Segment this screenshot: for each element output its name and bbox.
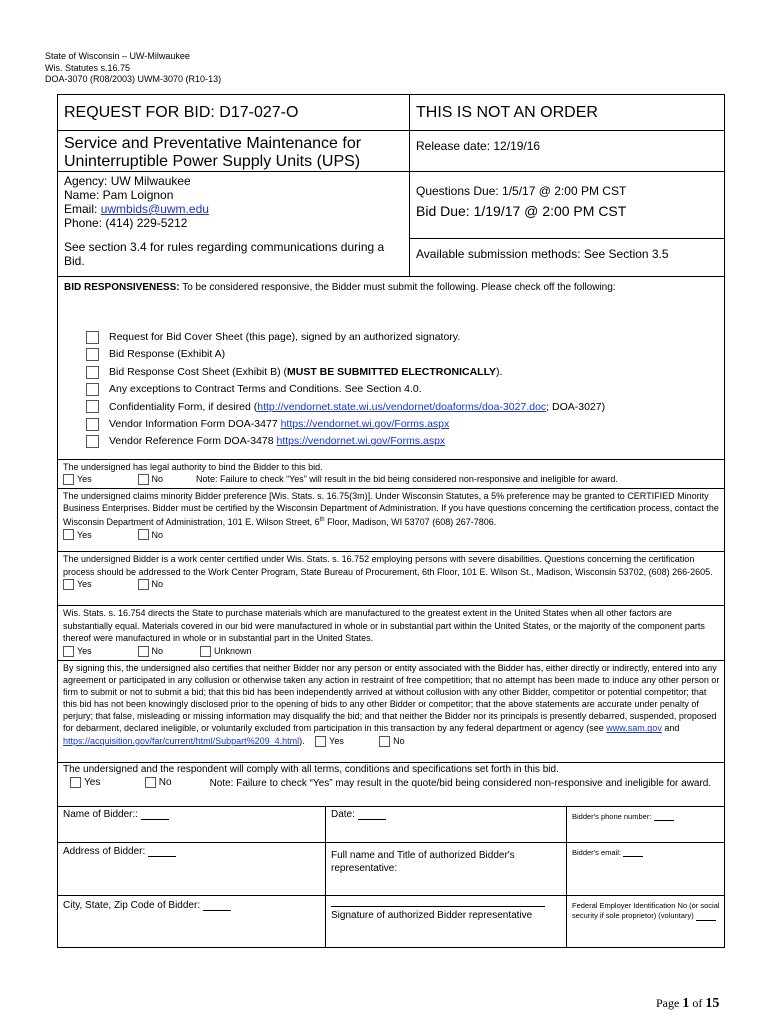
not-order-cell <box>410 95 725 131</box>
responsiveness-intro <box>58 277 724 293</box>
minority-no-checkbox[interactable] <box>138 529 149 540</box>
responsiveness-cell <box>58 277 725 460</box>
date-cell[interactable]: Date: <box>326 807 567 843</box>
checkbox[interactable] <box>86 400 99 413</box>
minority-yes-checkbox[interactable] <box>63 529 74 540</box>
checklist-item-cover-sheet: Request for Bid Cover Sheet (this page), signed by an authorized signatory. <box>86 329 724 346</box>
sam-gov-link[interactable]: www.sam.gov <box>606 723 662 734</box>
contact-email-link[interactable]: uwmbids@uwm.edu <box>100 202 209 216</box>
rfb-cell <box>58 95 410 131</box>
signature-label: Signature of authorized Bidder representative <box>331 910 533 921</box>
manufactured-text: Wis. Stats. s. 16.754 directs the State to purchase materials which are manufactured to the greatest extent in the United States when all other factors are substantially equal. Materials covered in our bid were manufactured in whole or in substantial part within the United States, or the majority of the component parts thereof were manufactured in whole or in substantial part in the United States. <box>63 608 705 643</box>
confidentiality-form-link[interactable]: http://vendornet.state.wi.us/vendornet/doaforms/doa-3027.doc <box>257 400 547 413</box>
checklist-item-exceptions: Any exceptions to Contract Terms and Conditions. See Section 4.0. <box>86 381 724 398</box>
checkbox[interactable] <box>86 435 99 448</box>
rfb-number: REQUEST FOR BID: D17-027-O <box>64 104 299 121</box>
responsiveness-text: To be considered responsive, the Bidder must submit the following. Please check off the following: <box>179 282 616 293</box>
fein-cell[interactable]: Federal Employer Identification No (or social security if sole proprietor) (voluntary) <box>567 896 725 948</box>
responsiveness-label: BID RESPONSIVENESS: <box>64 282 180 293</box>
email-label: Email: <box>64 202 101 216</box>
signature-table <box>57 806 725 948</box>
name-of-bidder-cell[interactable]: Name of Bidder:: <box>58 807 326 843</box>
authority-note: Note: Failure to check “Yes” will result in the bid being considered non-responsive and ineligible for award. <box>196 473 618 484</box>
title-cell <box>58 131 410 172</box>
header-line-1: State of Wisconsin – UW-Milwaukee <box>45 51 190 61</box>
submission-methods: Available submission methods: See Section 3.5 <box>416 247 669 261</box>
work-center-no-checkbox[interactable] <box>138 579 149 590</box>
certification-no-checkbox[interactable] <box>379 736 390 747</box>
full-name-cell[interactable]: Full name and Title of authorized Bidder's representative: <box>326 843 567 896</box>
minority-text: The undersigned claims minority Bidder preference [Wis. Stats. s. 16.75(3m)]. Under Wisconsin Statutes, a 5% preference may be granted to CERTIFIED Minority Business Enterprises. Bidder must be certified by the Wisconsin Department of Administration. If you have questions concerning the certification process, contact the Wisconsin Department of Administration, 101 E. Wilson Street, 6th Floor, Madison, WI 53707 (608) 267-7806. <box>63 491 719 527</box>
bid-form <box>57 94 724 948</box>
certification-section: By signing this, the undersigned also certifies that neither Bidder nor any person or entity associated with the Bidder has, either directly or indirectly, entered into any agreement or participated in any collusion or otherwise taken any action in restraint of free competition; that no attempt has been made to induce any other person or firm to submit or not to submit a bid; that this bid has been independently arrived at without collusion with any other Bidder, competitor or potential competitor; that this bid has not been knowingly disclosed prior to the opening of bids to any other Bidder or competitor; that the above statements are accurate under penalty of perjury; that false, misleading or missing information may disqualify the bid; and that neither the Bidder nor its principals is presently debarred, suspended, proposed for debarment, declared ineligible, or voluntarily excluded from participation in this transaction by any federal department or agency (see www.sam.gov and https://acquisition.gov/far/current/html/Subpart%209_4.html). Yes No <box>58 661 725 763</box>
signature-cell[interactable] <box>326 896 567 948</box>
release-date: Release date: 12/19/16 <box>416 139 541 153</box>
checkbox[interactable] <box>86 418 99 431</box>
checkbox[interactable] <box>86 366 99 379</box>
document-header <box>45 51 221 86</box>
checklist-item-confidentiality: Confidentiality Form, if desired (http://vendornet.state.wi.us/vendornet/doaforms/doa-3027.doc; DOA-3027) <box>86 399 724 416</box>
comply-section: The undersigned and the respondent will comply with all terms, conditions and specifications set forth in this bid. Yes No Note: Failure to check “Yes” may result in the quote/bid being considered non-responsive and ineligible for award. <box>58 763 725 807</box>
comply-text: The undersigned and the respondent will comply with all terms, conditions and specifications set forth in this bid. <box>63 764 559 775</box>
manufactured-no-checkbox[interactable] <box>138 646 149 657</box>
service-title: Service and Preventative Maintenance for Uninterruptible Power Supply Units (UPS) <box>64 135 362 170</box>
contact-name: Name: Pam Loignon <box>64 188 174 202</box>
agency: Agency: UW Milwaukee <box>64 174 191 188</box>
checkbox[interactable] <box>86 331 99 344</box>
minority-section: The undersigned claims minority Bidder preference [Wis. Stats. s. 16.75(3m)]. Under Wisconsin Statutes, a 5% preference may be granted to CERTIFIED Minority Business Enterprises. Bidder must be certified by the Wisconsin Department of Administration. If you have questions concerning the certification process, contact the Wisconsin Department of Administration, 101 E. Wilson Street, 6th Floor, Madison, WI 53707 (608) 267-7806. Yes No <box>58 489 725 552</box>
page-number: Page 1 of 15 <box>656 996 720 1011</box>
header-line-3: DOA-3070 (R08/2003) UWM-3070 (R10-13) <box>45 74 222 84</box>
release-cell <box>410 131 725 172</box>
manufactured-section: Wis. Stats. s. 16.754 directs the State to purchase materials which are manufactured to the greatest extent in the United States when all other factors are substantially equal. Materials covered in our bid were manufactured in whole or in substantial part within the United States, or the majority of the component parts thereof were manufactured in whole or in substantial part in the United States. Yes No Unknown <box>58 606 725 661</box>
certification-text: By signing this, the undersigned also certifies that neither Bidder nor any person or entity associated with the Bidder has, either directly or indirectly, entered into any agreement or participated in any collusion or otherwise taken any action in restraint of free competition; that no attempt has been made to induce any other person or firm to submit or not to submit a bid; that this bid has been independently arrived at without collusion with any other Bidder, competitor or potential competitor; that this bid has not been knowingly disclosed prior to the opening of bids to any other Bidder or competitor; that the above statements are accurate under penalty of perjury; that false, misleading or missing information may disqualify the bid; and that neither the Bidder nor its principals is presently debarred, suspended, proposed for debarment, declared ineligible, or voluntarily excluded from participation in this transaction by any federal department or agency (see <box>63 663 720 734</box>
vendor-reference-form-link[interactable]: https://vendornet.wi.gov/Forms.aspx <box>276 435 446 448</box>
communications-note: See section 3.4 for rules regarding communications during a Bid. <box>64 240 385 268</box>
address-cell[interactable]: Address of Bidder: <box>58 843 326 896</box>
authority-yes-checkbox[interactable] <box>63 474 74 485</box>
far-subpart-link[interactable]: https://acquisition.gov/far/current/html/Subpart%209_4.html <box>63 735 300 746</box>
contact-phone: Phone: (414) 229-5212 <box>64 216 188 230</box>
work-center-section: The undersigned Bidder is a work center certified under Wis. Stats. s. 16.752 employing persons with severe disabilities. Questions concerning the certification process should be addressed to the Work Center Program, State Bureau of Procurement, 6th Floor, 101 E. Wilson St., Madison, Wisconsin 53702, (608) 266-2605. Yes No <box>58 552 725 606</box>
comply-yes-checkbox[interactable] <box>70 777 81 788</box>
checklist-item-bid-response: Bid Response (Exhibit A) <box>86 346 724 363</box>
comply-no-checkbox[interactable] <box>145 777 156 788</box>
contact-cell <box>58 172 410 277</box>
questions-due: Questions Due: 1/5/17 @ 2:00 PM CST <box>416 184 627 198</box>
manufactured-yes-checkbox[interactable] <box>63 646 74 657</box>
comply-note: Note: Failure to check “Yes” may result in the quote/bid being considered non-responsive and ineligible for award. <box>209 777 712 789</box>
header-line-2: Wis. Statutes s.16.75 <box>45 62 131 73</box>
submission-cell <box>410 239 725 277</box>
authority-section: The undersigned has legal authority to bind the Bidder to this bid. Yes No Note: Failure to check “Yes” will result in the bid being considered non-responsive and ineligible for award. <box>58 460 725 489</box>
checklist-item-vendor-reference: Vendor Reference Form DOA-3478 https://vendornet.wi.gov/Forms.aspx <box>86 433 724 450</box>
checklist-item-cost-sheet: Bid Response Cost Sheet (Exhibit B) (MUST BE SUBMITTED ELECTRONICALLY). <box>86 364 724 381</box>
authority-text: The undersigned has legal authority to bind the Bidder to this bid. <box>63 462 323 472</box>
checkbox[interactable] <box>86 348 99 361</box>
bid-form-table <box>57 94 725 807</box>
certification-yes-checkbox[interactable] <box>315 736 326 747</box>
authority-no-checkbox[interactable] <box>138 474 149 485</box>
submission-checklist <box>86 329 724 451</box>
checkbox[interactable] <box>86 383 99 396</box>
manufactured-unknown-checkbox[interactable] <box>200 646 211 657</box>
vendor-info-form-link[interactable]: https://vendornet.wi.gov/Forms.aspx <box>280 417 450 430</box>
email-cell[interactable]: Bidder's email: <box>567 843 725 896</box>
bid-due: Bid Due: 1/19/17 @ 2:00 PM CST <box>416 203 627 219</box>
dates-cell <box>410 172 725 239</box>
phone-cell[interactable]: Bidder's phone number: <box>567 807 725 843</box>
city-state-zip-cell[interactable]: City, State, Zip Code of Bidder: <box>58 896 326 948</box>
work-center-text: The undersigned Bidder is a work center certified under Wis. Stats. s. 16.752 employing persons with severe disabilities. Questions concerning the certification process should be addressed to the Work Center Program, State Bureau of Procurement, 6th Floor, 101 E. Wilson St., Madison, Wisconsin 53702, (608) 266-2605. <box>63 554 713 577</box>
checklist-item-vendor-info: Vendor Information Form DOA-3477 https://vendornet.wi.gov/Forms.aspx <box>86 416 724 433</box>
not-an-order: THIS IS NOT AN ORDER <box>416 104 598 121</box>
work-center-yes-checkbox[interactable] <box>63 579 74 590</box>
